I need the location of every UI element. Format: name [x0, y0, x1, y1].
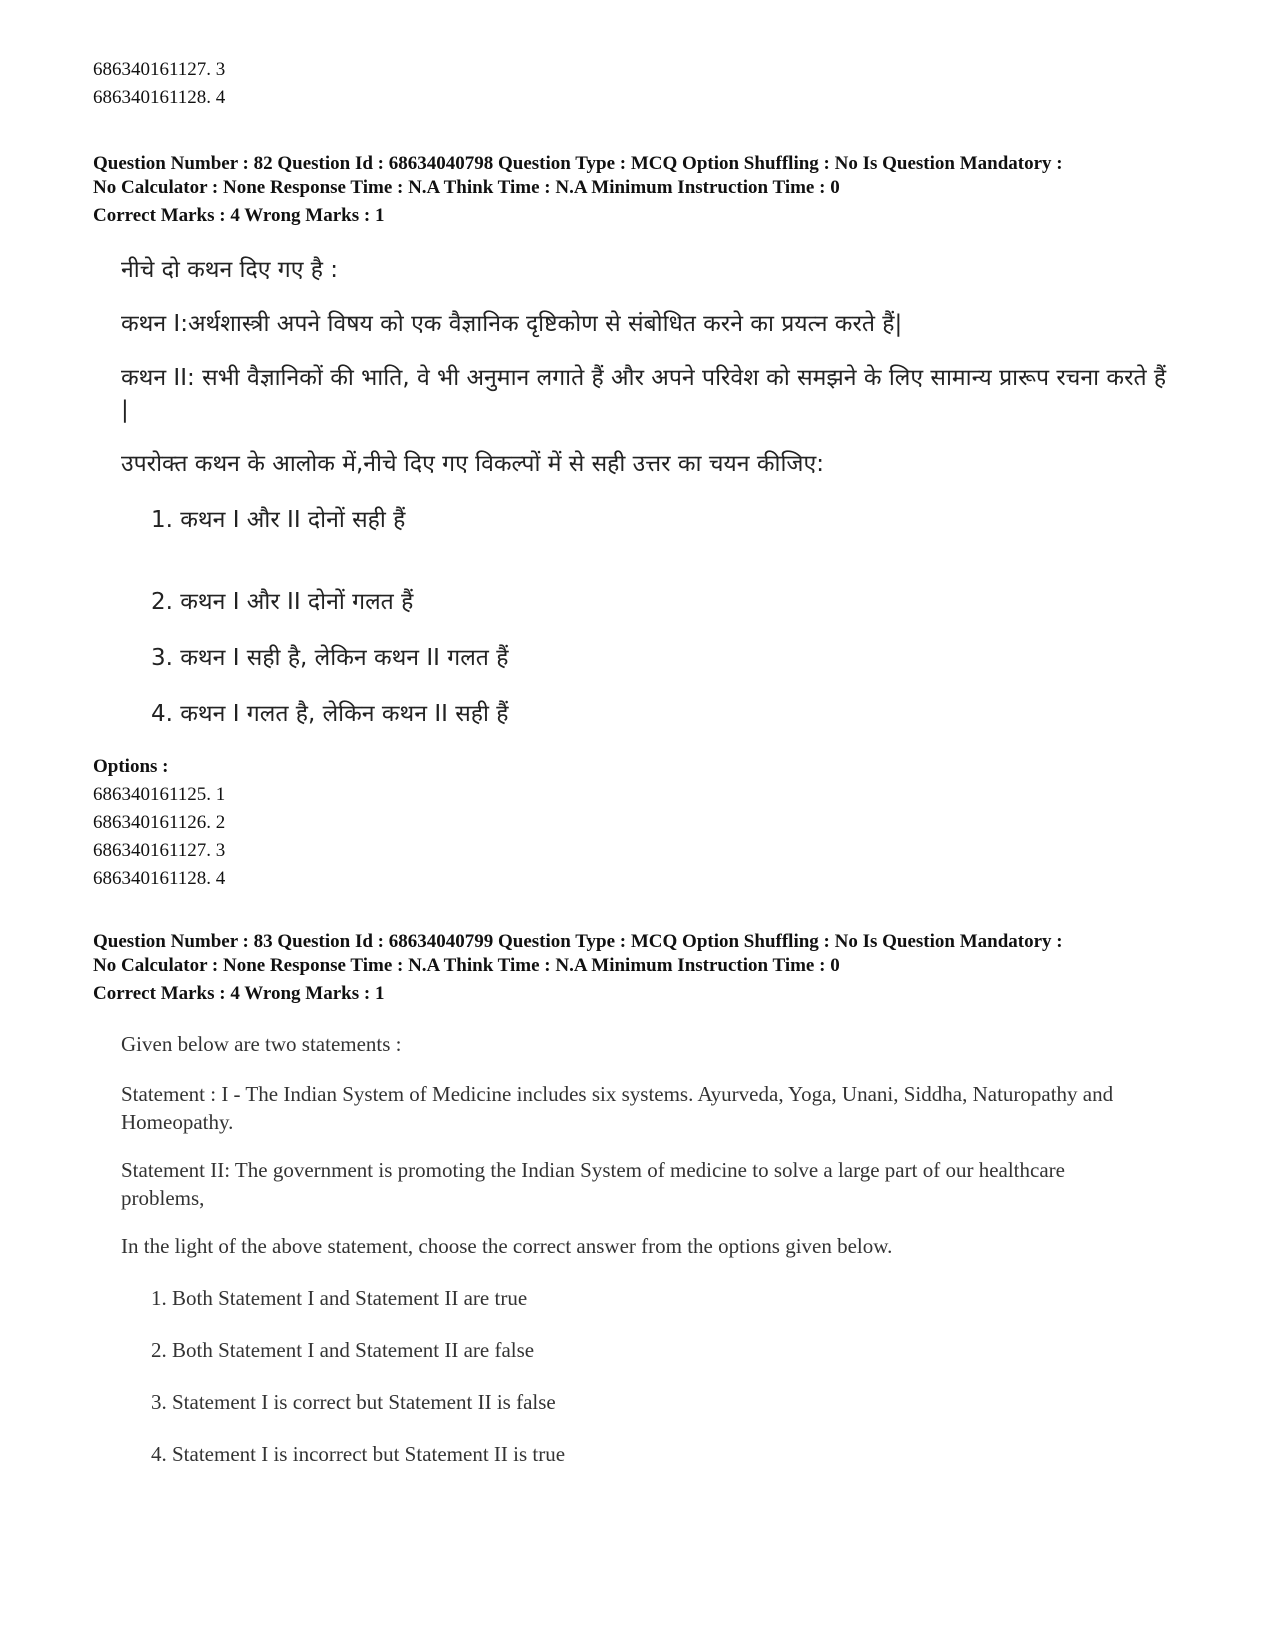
q83-choice-1: 1. Both Statement I and Statement II are true [151, 1286, 528, 1310]
q82-choice-2: 2. कथन I और II दोनों गलत हैं [151, 589, 414, 615]
q83-meta-line1: Question Number : 83 Question Id : 68634040799 Question Type : MCQ Option Shuffling : No Is Question Mandatory : [93, 931, 1063, 952]
q83-intro: Given below are two statements : [121, 1032, 402, 1056]
q82-statement-2: कथन II: सभी वैज्ञानिकों की भाति, वे भी अनुमान लगाते हैं और अपने परिवेश को समझने के लिए सामान्य प्रारूप रचना करते हैं | [121, 365, 1167, 423]
prev-option-3: 686340161127. 3 [93, 59, 226, 80]
q82-option-1: 686340161125. 1 [93, 784, 226, 805]
q82-choice-3: 3. कथन I सही है, लेकिन कथन II गलत हैं [151, 645, 509, 671]
q82-choice-4: 4. कथन I गलत है, लेकिन कथन II सही हैं [151, 701, 509, 727]
q82-meta-line3: Correct Marks : 4 Wrong Marks : 1 [93, 205, 385, 226]
q83-choice-2: 2. Both Statement I and Statement II are false [151, 1338, 535, 1362]
q83-meta-line2: No Calculator : None Response Time : N.A Think Time : N.A Minimum Instruction Time : 0 [93, 955, 840, 976]
q83-question-body [121, 1028, 1181, 1478]
q82-statement-1: कथन I:अर्थशास्त्री अपने विषय को एक वैज्ञानिक दृष्टिकोण से संबोधित करने का प्रयत्न करते हैं| [121, 311, 903, 337]
q82-intro: नीचे दो कथन दिए गए है : [121, 257, 339, 283]
q82-metadata [93, 152, 1213, 228]
q83-choice-4: 4. Statement I is incorrect but Statement II is true [151, 1442, 566, 1466]
q82-meta-line2: No Calculator : None Response Time : N.A Think Time : N.A Minimum Instruction Time : 0 [93, 177, 840, 198]
q82-option-3: 686340161127. 3 [93, 840, 226, 861]
prev-option-4: 686340161128. 4 [93, 87, 226, 108]
q82-choice-1: 1. कथन I और II दोनों सही हैं [151, 507, 406, 533]
q83-instruction: In the light of the above statement, choose the correct answer from the options given below. [121, 1234, 893, 1258]
q82-option-4: 686340161128. 4 [93, 868, 226, 889]
q83-metadata [93, 930, 1213, 1006]
q83-meta-line3: Correct Marks : 4 Wrong Marks : 1 [93, 983, 385, 1004]
q82-instruction: उपरोक्त कथन के आलोक में,नीचे दिए गए विकल्पों में से सही उत्तर का चयन कीजिए: [121, 451, 824, 477]
q83-statement-1: Statement : I - The Indian System of Medicine includes six systems. Ayurveda, Yoga, Unani, Siddha, Naturopathy and Homeopathy. [121, 1082, 1114, 1134]
q83-statement-2: Statement II: The government is promoting the Indian System of medicine to solve a large part of our healthcare problems, [121, 1158, 1065, 1210]
q82-question-body [121, 252, 1181, 732]
q82-options-label: Options : [93, 756, 169, 777]
q82-meta-line1: Question Number : 82 Question Id : 68634040798 Question Type : MCQ Option Shuffling : No Is Question Mandatory : [93, 153, 1063, 174]
q82-option-2: 686340161126. 2 [93, 812, 226, 833]
q83-choice-3: 3. Statement I is correct but Statement II is false [151, 1390, 556, 1414]
